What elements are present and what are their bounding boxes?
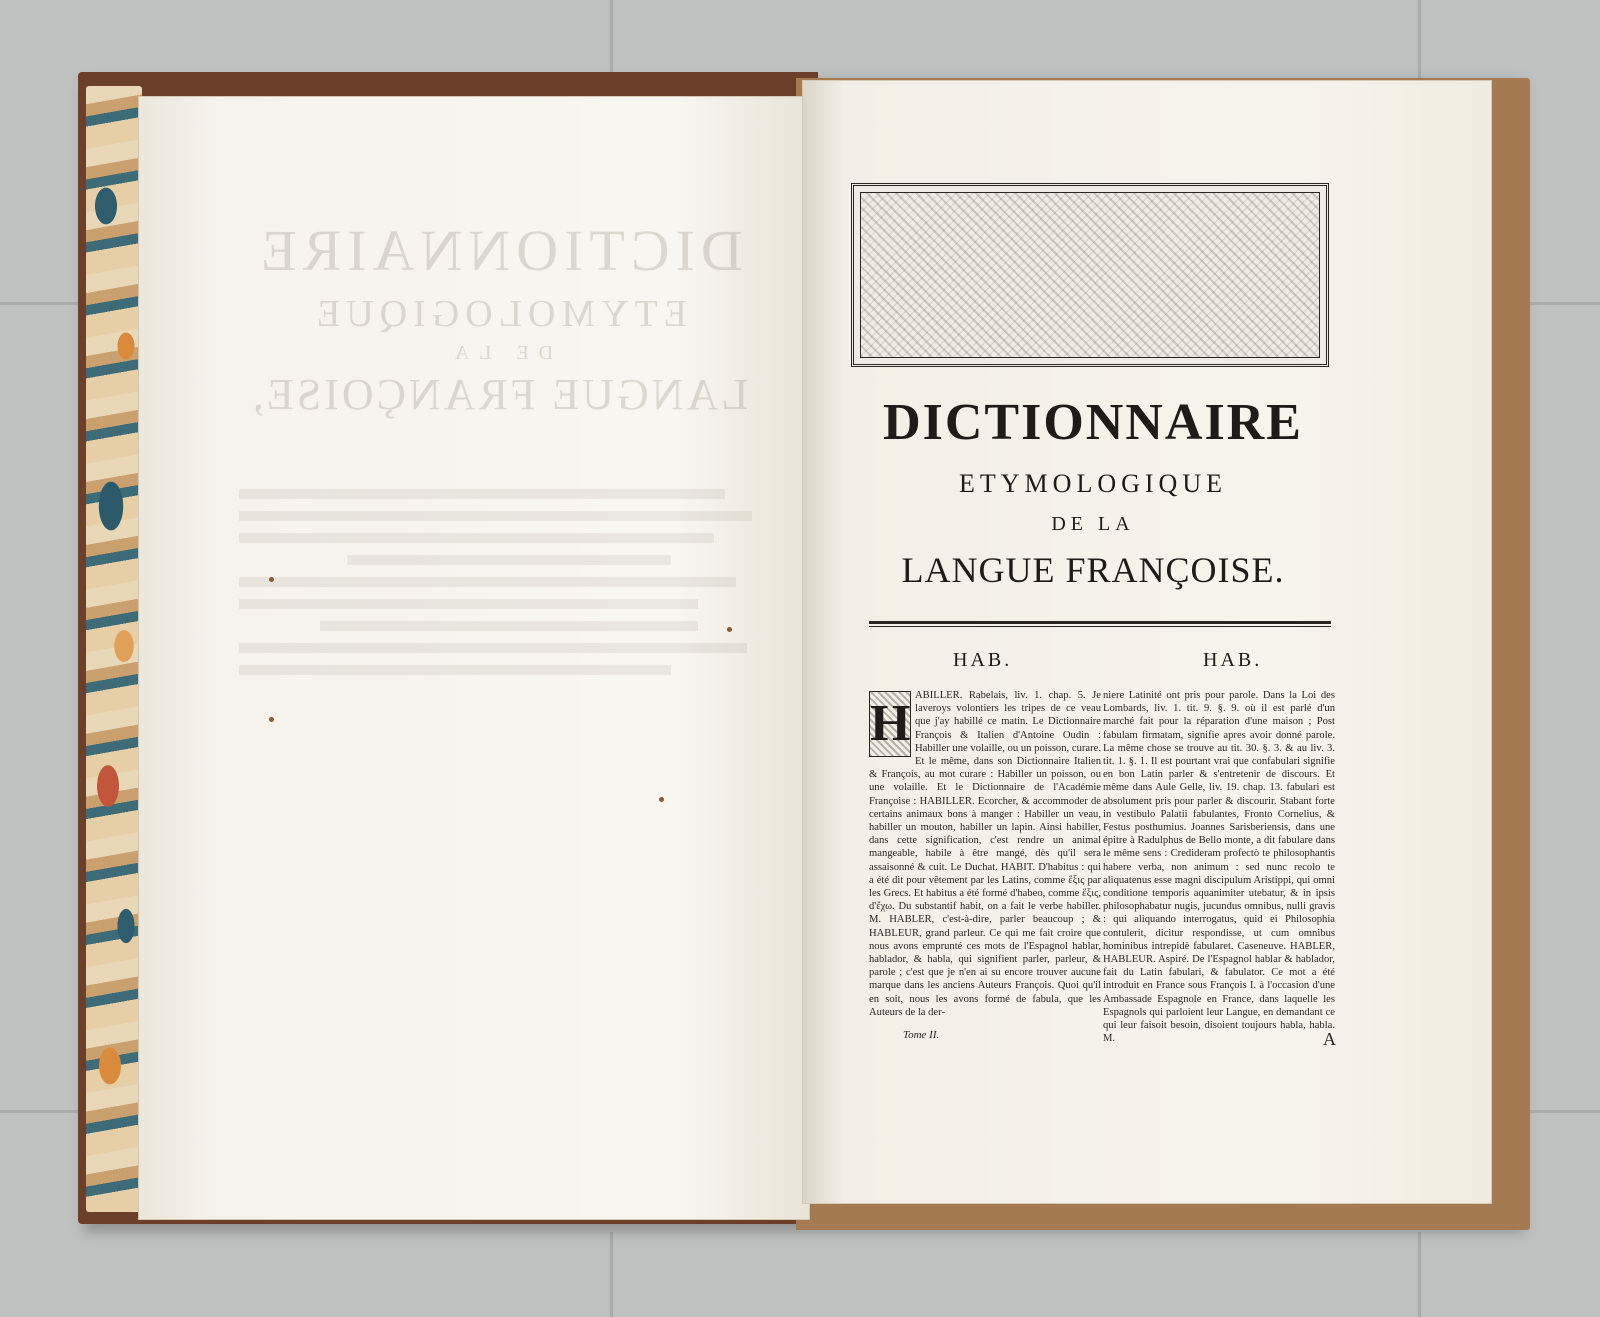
tile-grout-h4 bbox=[1530, 1110, 1600, 1113]
tile-grout-v2 bbox=[1418, 0, 1421, 80]
title-langue-francoise: LANGUE FRANÇOISE. bbox=[901, 550, 1285, 590]
tile-grout-v4 bbox=[1418, 1232, 1421, 1317]
left-flyleaf-page bbox=[138, 96, 810, 1220]
tile-grout-v3 bbox=[610, 1232, 613, 1317]
open-book bbox=[78, 72, 1530, 1230]
text-column-right bbox=[1103, 689, 1335, 1045]
drop-cap: H bbox=[869, 691, 911, 757]
double-rule bbox=[869, 621, 1331, 627]
column-head-left: HAB. bbox=[953, 649, 1013, 671]
title-dictionnaire: DICTIONNAIRE bbox=[883, 394, 1303, 451]
tile-grout-v1 bbox=[610, 0, 613, 80]
ornament-engraving bbox=[860, 192, 1320, 358]
foxing-spot bbox=[269, 577, 274, 582]
column-left-body: ABILLER. Rabelais, liv. 1. chap. 5. Je laveroys volontiers les tripes de ce veau que j'ay habillé ce matin. Le Dictionnaire François & Italien d'Antoine Oudin : Habiller une volaille, ou un poisson, curare. Et le même, dans son Dictionnaire Italien & François, au mot curare : Habiller un poisson, ou une volaille. Et le Dictionnaire de l'Académie Françoise : HABILLER. Ecorcher, & accommoder de certains animaux bons à manger : Habiller un veau, habiller un mouton, habiller un lapin. Ainsi habiller, dans cette signification, c'est rendre un animal mangeable, habile à être mangé, dès qu'il sera assaisonné & cuit. Le Duchat. HABIT. D'habitus : qui a été dit pour vêtement par les Latins, comme ἕξις par les Grecs. Et habitus a été formé d'habeo, comme ἕξις, d'ἔχω. Du substantif habit, on a fait le verbe habiller. M. HABLER, c'est-à-dire, parler beaucoup ; & HABLEUR, grand parleur. Ce qui me fait croire que nous avons emprunté ces mots de l'Espagnol hablar, hablador, & habla, qui signifient parler, parleur, & parole ; c'est que je n'en ai su encore trouver aucune marque dans les anciens Auteurs François. Quoi qu'il en soit, nous les avons formé de fabula, que les Auteurs de la der- bbox=[869, 690, 1101, 1018]
foxing-spot bbox=[269, 717, 274, 722]
tile-grout-h1 bbox=[0, 302, 78, 305]
volume-signature: Tome II. bbox=[903, 1029, 940, 1041]
marbled-endpaper bbox=[86, 86, 142, 1212]
gathering-mark: A bbox=[1323, 1029, 1336, 1049]
text-column-left bbox=[869, 689, 1101, 1019]
column-head-right: HAB. bbox=[1203, 649, 1263, 671]
column-right-body: niere Latinité ont pris pour parole. Dans la Loi des Lombards, liv. 1. tit. 9. §. 9. où il est parlé d'un marché fait pour la réparation d'une maison ; Post fabulam firmatam, signifie apres avoir donné parole. La même chose se trouve au tit. 30. §. 3. & au liv. 3. tit. 1. §. 1. Il est pourtant vrai que confabulari signifie en bon Latin parler & s'entretenir de discours. Et même dans Aule Gelle, liv. 19. chap. 13. fabulari est absolument pris pour parler & discourir. Stabant forte in vestibulo Palatii fabulantes, Fronto Cornelius, & Festus posthumius. Joannes Sarisberiensis, dans une épitre à Radulphus de Bello monte, a dit fabulare dans le même sens : Credideram profectò te philosophantis habere verba, non animum : sed nunc recolo te aliquatenus esse magni discipulum Aristippi, qui omni conditione temporis aquanimiter utebatur, & in ipsis philosophabatur nugis, jucundus omnibus, nulli gravis : qui aliquando interrogatus, quid ei Philosophia contulerit, dicitur respondisse, ut cum omnibus hominibus intrepidè fabularet. Caseneuve. HABLER, HABLEUR. Aspiré. De l'Espagnol hablar & hablador, fait du Latin fabulari, & fabulator. Ce mot a été introduit en France sous François I. à l'occasion d'une Ambassade Espagnole en France, dans laquelle les Espagnols qui parloient leur Langue, en demandant ce qui leur faisoit besoin, disoient toujours habla, habla. M. bbox=[1103, 690, 1335, 1045]
title-etymologique: ETYMOLOGIQUE bbox=[959, 469, 1227, 498]
show-through-lines bbox=[239, 477, 779, 687]
title-de-la: DE LA bbox=[1051, 513, 1135, 535]
foxing-spot bbox=[727, 627, 732, 632]
tile-grout-h2 bbox=[1530, 302, 1600, 305]
title-page bbox=[802, 80, 1492, 1204]
engraved-headpiece bbox=[851, 183, 1329, 367]
tile-grout-h3 bbox=[0, 1110, 78, 1113]
foxing-spot bbox=[659, 797, 664, 802]
show-through-title: DICTIONNAIRE ETYMOLOGIQUE DE LA LANGUE FRANÇOISE, bbox=[249, 218, 749, 419]
